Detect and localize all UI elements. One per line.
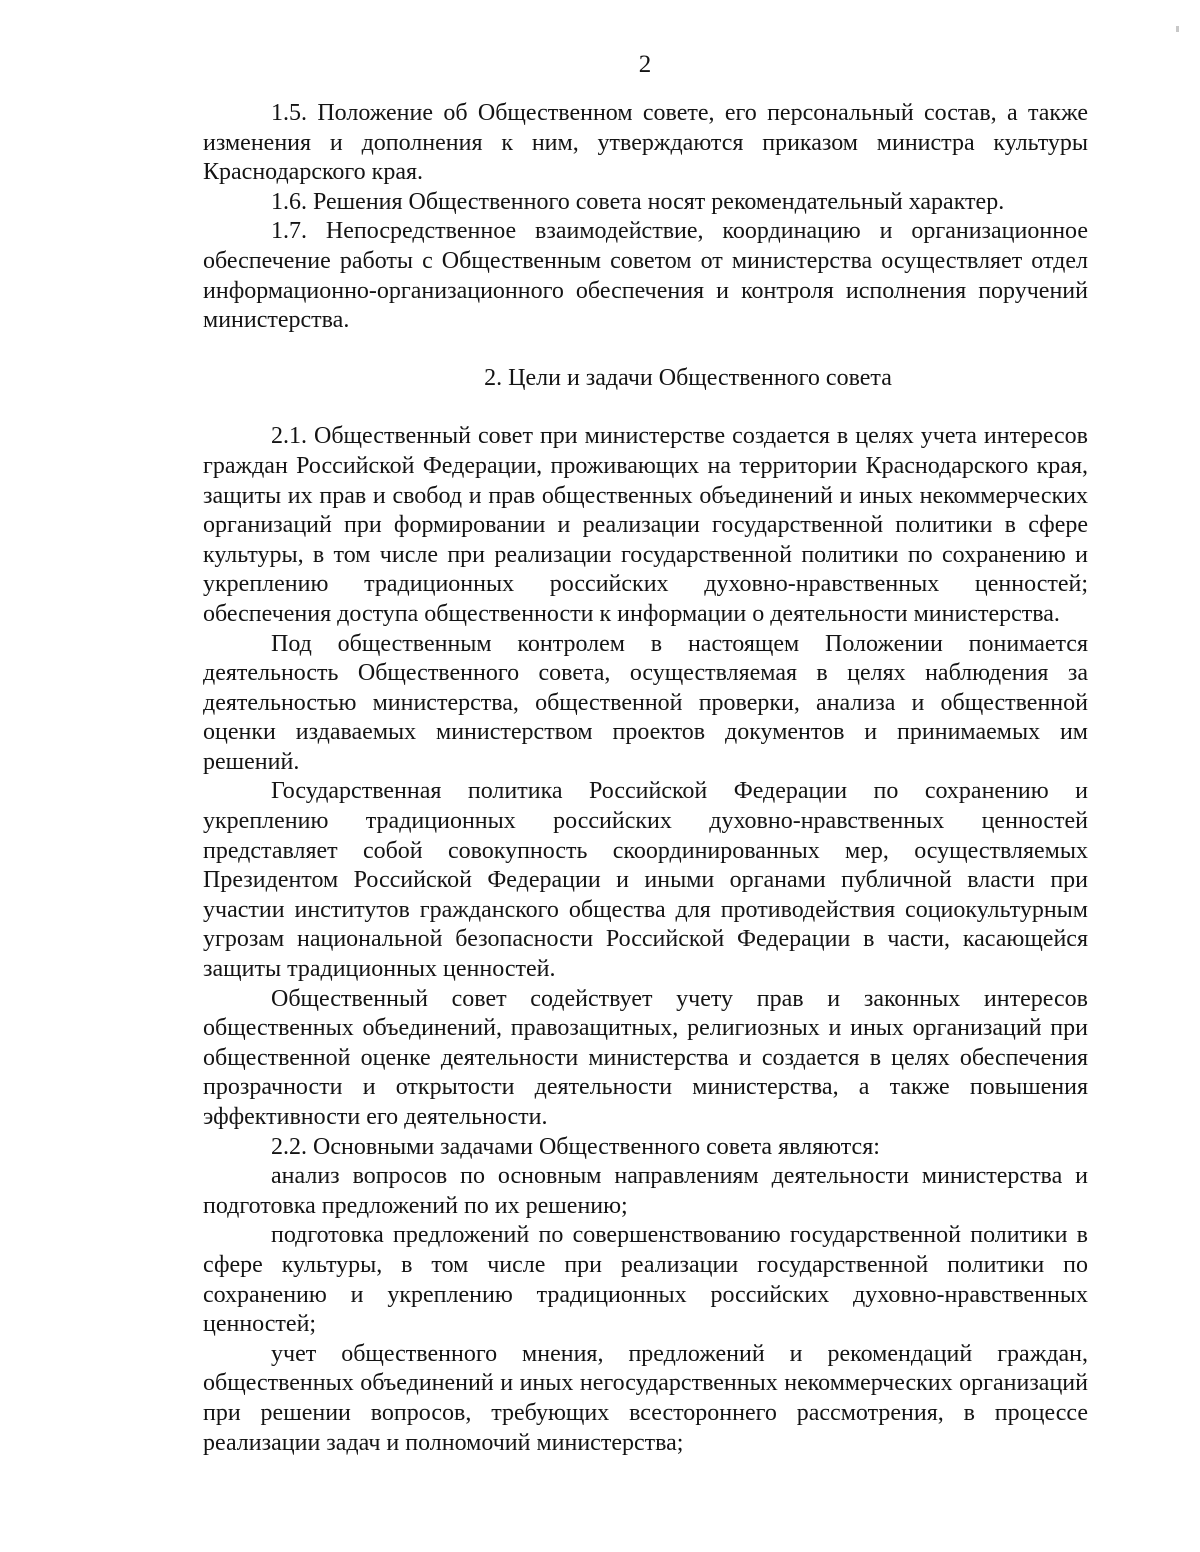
paragraph-state-policy: Государственная политика Российской Федерации по сохранению и укреплению традиционных российских духовно-нравственных ценностей представляет собой совокупность скоординированных мер, осуществляемых Президентом Российской Федерации и иными органами публичной власти при участии институтов гражданского общества для противодействия социокультурным угрозам национальной безопасности Российской Федерации в части, касающейся защиты традиционных ценностей. [203, 778, 1088, 983]
paragraph-1-7: 1.7. Непосредственное взаимодействие, координацию и организационное обеспечение работы с Общественным советом от министерства осуществляет отдел информационно-организационного обеспечения и контроля исполнения поручений министерства. [203, 218, 1088, 334]
page-number: 2 [638, 51, 652, 78]
paragraph-1-6: 1.6. Решения Общественного совета носят рекомендательный характер. [271, 188, 1005, 215]
scan-artifact [1176, 26, 1179, 32]
paragraph-public-control: Под общественным контролем в настоящем Положении понимается деятельность Общественного совета, осуществляемая в целях наблюдения за деятельностью министерства, общественной проверки, анализа и общественной оценки издаваемых министерством проектов документов и принимаемых им решений. [203, 630, 1088, 775]
section-heading [203, 364, 1088, 394]
paragraph-2-1: 2.1. Общественный совет при министерстве создается в целях учета интересов граждан Российской Федерации, проживающих на территории Краснодарского края, защиты их прав и свобод и прав общественных объединений и иных некоммерческих организаций при формировании и реализации государственной политики в сфере культуры, в том числе при реализации государственной политики по сохранению и укреплению традиционных российских духовно-нравственных ценностей; обеспечения доступа общественности к информации о деятельности министерства. [203, 423, 1088, 627]
paragraph-1-5: 1.5. Положение об Общественном совете, его персональный состав, а также изменения и дополнения к ним, утверждаются приказом министра культуры Краснодарского края. [203, 100, 1088, 186]
section-heading-text: 2. Цели и задачи Общественного совета [484, 364, 892, 391]
task-analysis: анализ вопросов по основным направлениям деятельности министерства и подготовка предложений по их решению; [203, 1163, 1088, 1219]
task-public-opinion: учет общественного мнения, предложений и рекомендаций граждан, общественных объединений и иных негосударственных некоммерческих организаций при решении вопросов, требующих всестороннего рассмотрения, в процессе реализации задач и полномочий министерства; [203, 1340, 1088, 1456]
paragraph-council-rights: Общественный совет содействует учету прав и законных интересов общественных объединений, правозащитных, религиозных и иных организаций при общественной оценке деятельности министерства и создается в целях обеспечения прозрачности и открытости деятельности министерства, а также повышения эффективности его деятельности. [203, 985, 1088, 1130]
paragraph-2-2: 2.2. Основными задачами Общественного совета являются: [271, 1133, 880, 1160]
task-proposals: подготовка предложений по совершенствованию государственной политики в сфере культуры, в том числе при реализации государственной политики по сохранению и укреплению традиционных российских духовно-нравственных ценностей; [203, 1222, 1088, 1338]
document-body [203, 99, 1088, 1458]
